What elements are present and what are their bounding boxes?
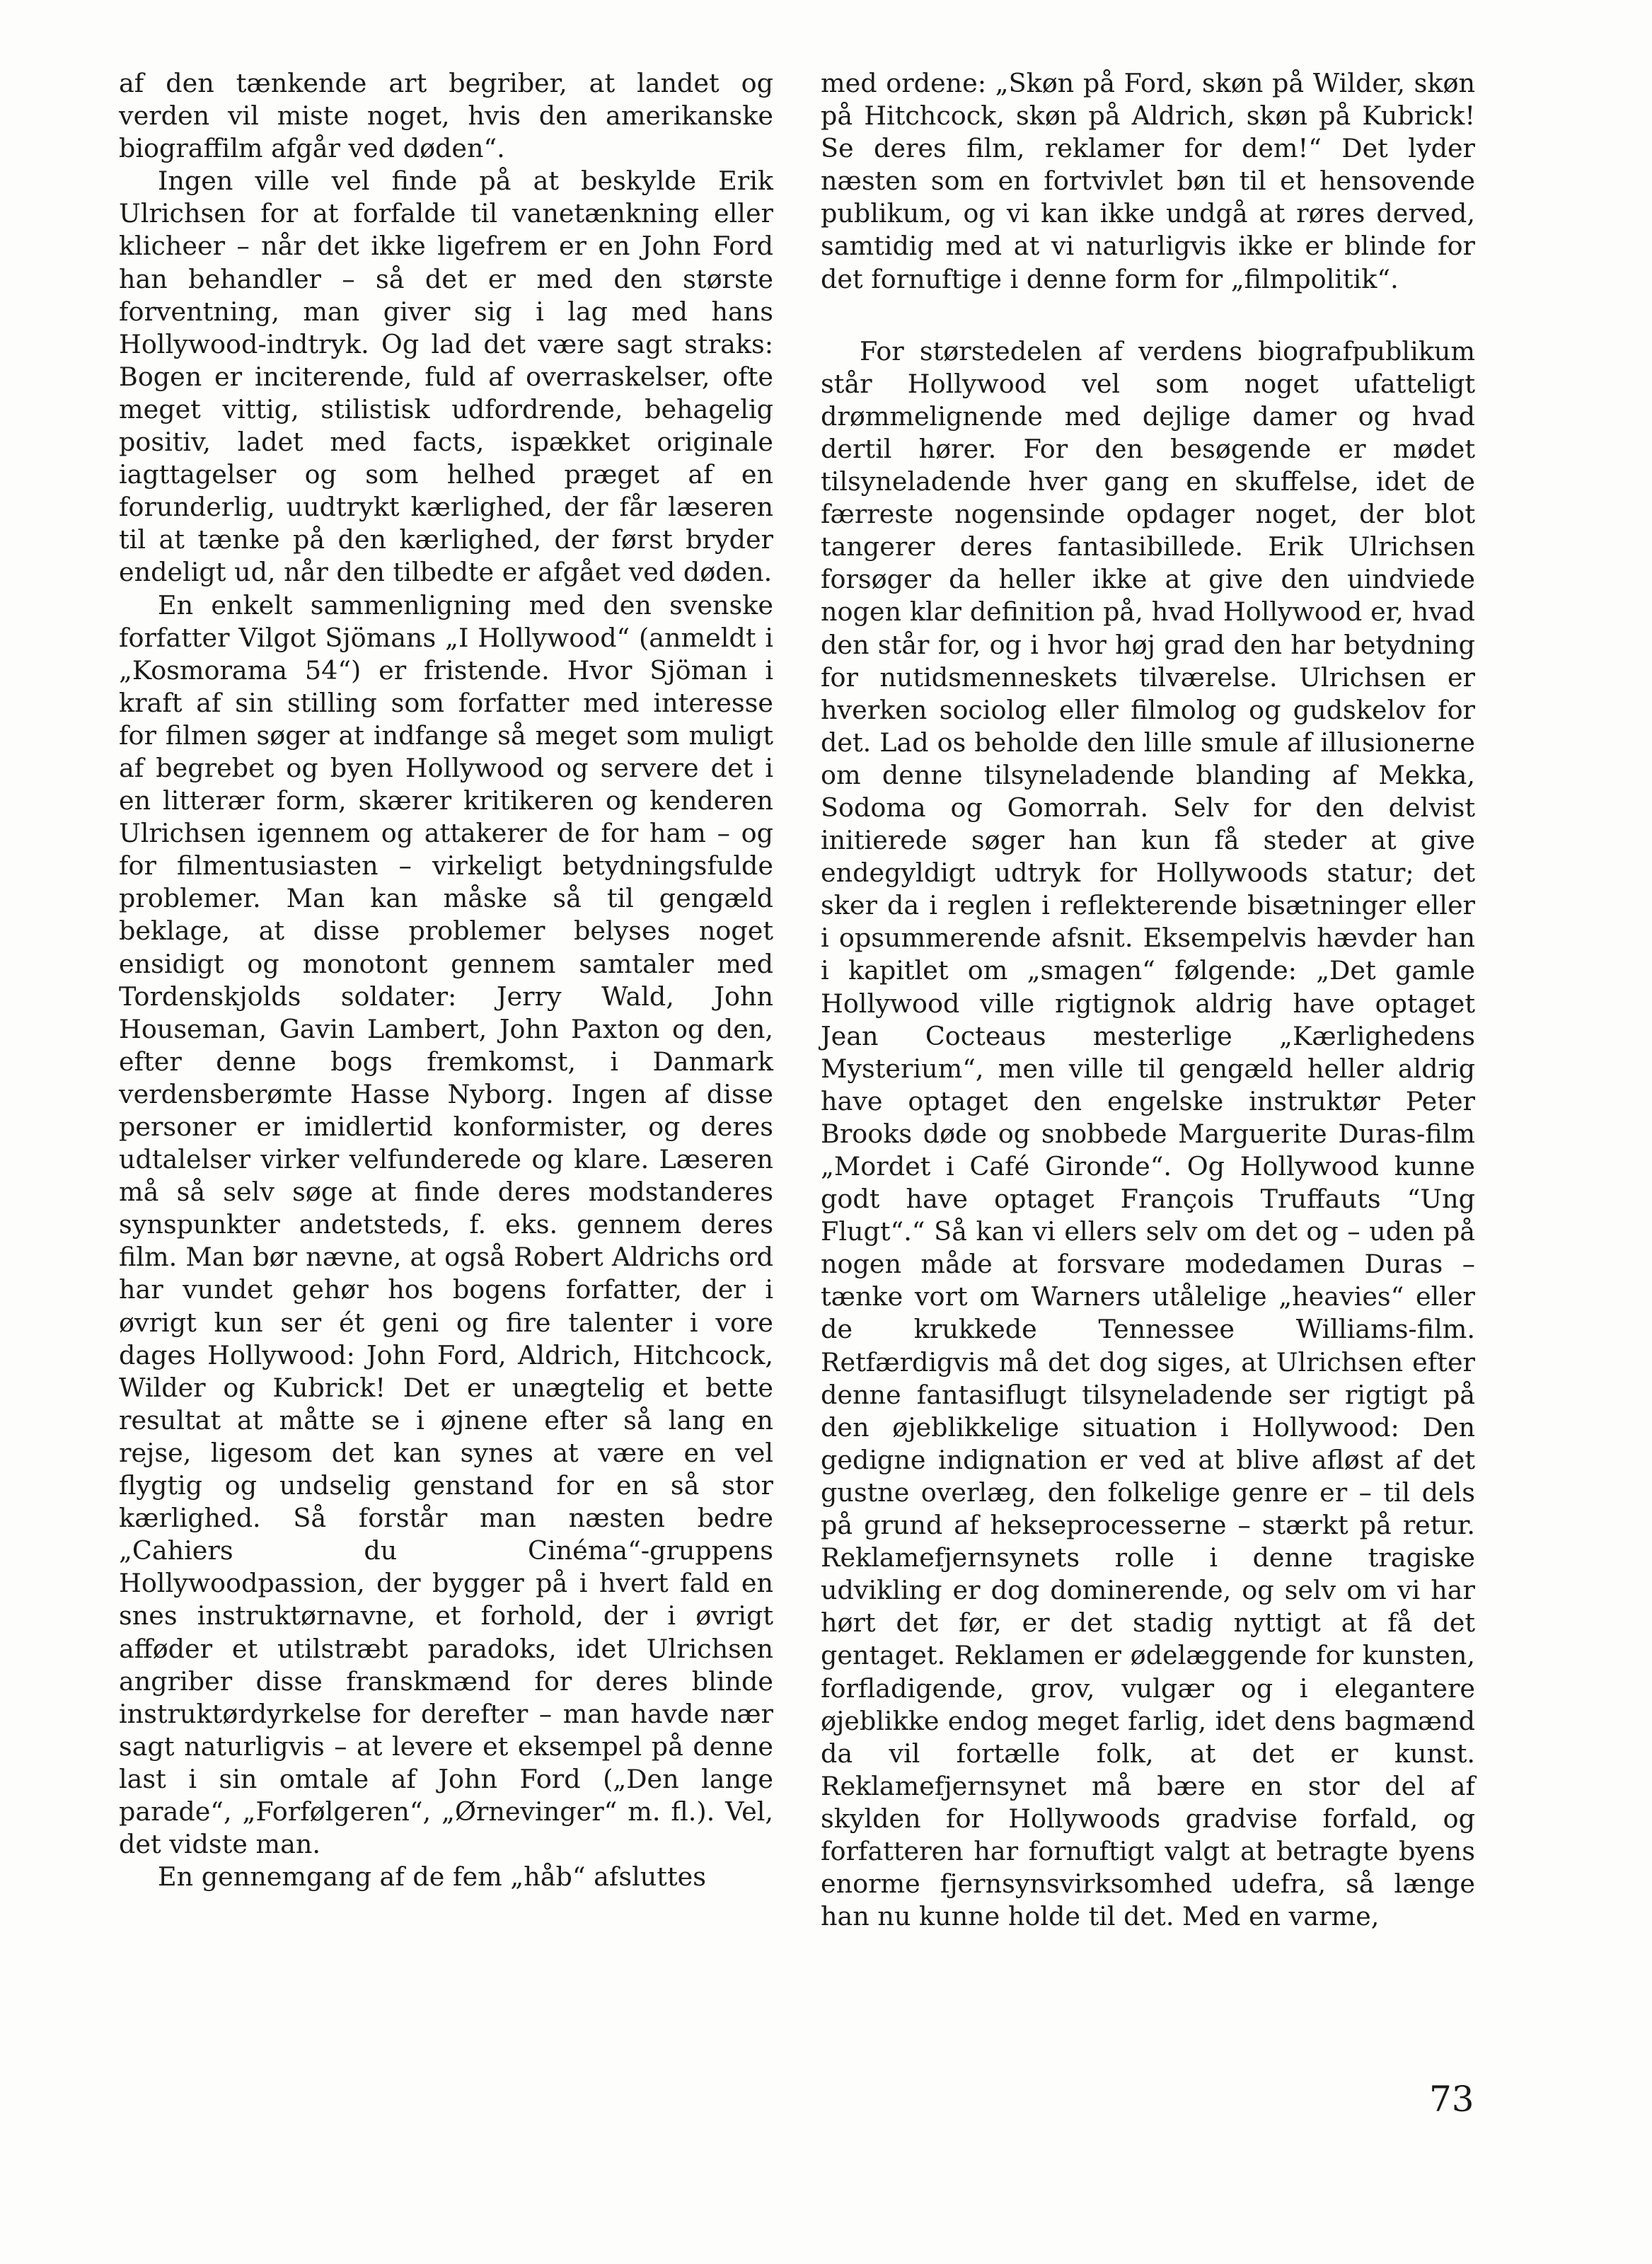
right-column xyxy=(821,67,1475,1933)
paragraph-five-hopes: En gennemgang af de fem „håb“ afsluttes xyxy=(158,1861,706,1893)
paragraph-ulrichsen-review: Ingen ville vel finde på at beskylde Erik Ulrichsen for at forfalde til vanetænkning eller klicheer – når det ikke ligefrem er en John Ford han behandler – så det er med den største forventning, man giver sig i lag med hans Hollywood-indtryk. Og lad det være sagt straks: Bogen er inciterende, fuld af overraskelser, ofte meget vittig, stilistisk udfordrende, behagelig positiv, ladet med facts, ispækket originale iagttagelser og som helhed præget af en forunderlig, uudtrykt kærlighed, der får læseren til at tænke på den kærlighed, der først bryder endeligt ud, når den tilbedte er afgået ved døden. xyxy=(119,166,773,588)
paragraph-continuation: af den tænkende art begriber, at landet og verden vil miste noget, hvis den amerikanske biograffilm afgår ved døden“. xyxy=(119,68,773,164)
paragraph-closing-words: med ordene: „Skøn på Ford, skøn på Wilder, skøn på Hitchcock, skøn på Aldrich, skøn på Kubrick! Se deres film, reklamer for dem!“ Det lyder næsten som en fortvivlet bøn til et hensovende publikum, og vi kan ikke undgå at røres derved, samtidig med at vi naturligvis ikke er blinde for det fornuftige i denne form for „filmpolitik“. xyxy=(821,68,1475,294)
page-number: 73 xyxy=(1429,2079,1474,2120)
paragraph-hollywood-audience: For størstedelen af verdens biografpublikum står Hollywood vel som noget ufatteligt drømmelignende med dejlige damer og hvad dertil hører. For den besøgende er mødet tilsyneladende hver gang en skuffelse, idet de færreste nogensinde opdager noget, der blot tangerer deres fantasibillede. Erik Ulrichsen forsøger da heller ikke at give den uindviede nogen klar definition på, hvad Hollywood er, hvad den står for, og i hvor høj grad den har betydning for nutidsmenneskets tilværelse. Ulrichsen er hverken sociolog eller filmolog og gudskelov for det. Lad os beholde den lille smule af illusionerne om denne tilsyneladende blanding af Mekka, Sodoma og Gomorrah. Selv for den delvist initierede søger han kun få steder at give endegyldigt udtryk for Hollywoods statur; det sker da i reglen i reflekterende bisætninger eller i opsummerende afsnit. Eksempelvis hævder han i kapitlet om „smagen“ følgende: „Det gamle Hollywood ville rigtignok aldrig have optaget Jean Cocteaus mesterlige „Kærlighedens Mysterium“, men ville til gengæld heller aldrig have optaget den engelske instruktør Peter Brooks døde og snobbede Marguerite Duras-film „Mordet i Café Gironde“. Og Hollywood kunne godt have optaget François Truffauts “Ung Flugt“.“ Så kan vi ellers selv om det og – uden på nogen måde at forsvare modedamen Duras – tænke vort om Warners utålelige „heavies“ eller de krukkede Tennessee Williams-film. Retfærdigvis må det dog siges, at Ulrichsen efter denne fantasiflugt tilsyneladende ser rigtigt på den øjeblikkelige situation i Hollywood: Den gedigne indignation er ved at blive afløst af det gustne overlæg, den folkelige genre er – til dels på grund af hekseprocesserne – stærkt på retur. Reklamefjernsynets rolle i denne tragiske udvikling er dog dominerende, og selv om vi har hørt det før, er det stadig nyttigt at få det gentaget. Reklamen er ødelæggende for kunsten, forfladigende, grov, vulgær og i elegantere øjeblikke endog meget farlig, idet dens bagmænd da vil fortælle folk, at det er kunst. Reklamefjernsynet må bære en stor del af skylden for Hollywoods gradvise forfald, og forfatteren har fornuftigt valgt at betragte byens enorme fjernsynsvirksomhed udefra, så længe han nu kunne holde til det. Med en varme, xyxy=(821,335,1475,1932)
paragraph-sjoman-comparison: En enkelt sammenligning med den svenske forfatter Vilgot Sjömans „I Hollywood“ (anmeldt i „Kosmorama 54“) er fristende. Hvor Sjöman i kraft af sin stilling som forfatter med interesse for filmen søger at indfange så meget som muligt af begrebet og byen Hollywood og servere det i en litterær form, skærer kritikeren og kenderen Ulrichsen igennem og attakerer de for ham – og for filmentusiasten – virkeligt betydningsfulde problemer. Man kan måske så til gengæld beklage, at disse problemer belyses noget ensidigt og monotont gennem samtaler med Tordenskjolds soldater: Jerry Wald, John Houseman, Gavin Lambert, John Paxton og den, efter denne bogs fremkomst, i Danmark verdensberømte Hasse Nyborg. Ingen af disse personer er imidlertid konformister, og deres udtalelser virker velfunderede og klare. Læseren må så selv søge at finde deres modstanderes synspunkter andetsteds, f. eks. gennem deres film. Man bør nævne, at også Robert Aldrichs ord har vundet gehør hos bogens forfatter, der i øvrigt kun ser ét geni og fire talenter i vore dages Hollywood: John Ford, Aldrich, Hitchcock, Wilder og Kubrick! Det er unægtelig et bette resultat at måtte se i øjnene efter så lang en rejse, ligesom det kan synes at være en vel flygtig og undselig genstand for en så stor kærlighed. Så forstår man næsten bedre „Cahiers du Cinéma“-gruppens Hollywoodpassion, der bygger på i hvert fald en snes instruktørnavne, et forhold, der i øvrigt afføder et utilstræbt paradoks, idet Ulrichsen angriber disse franskmænd for deres blinde instruktørdyrkelse for derefter – man havde nær sagt naturligvis – at levere et eksempel på denne last i sin omtale af John Ford („Den lange parade“, „Forfølgeren“, „Ørnevinger“ m. fl.). Vel, det vidste man. xyxy=(119,589,773,1860)
left-column xyxy=(119,67,773,1893)
